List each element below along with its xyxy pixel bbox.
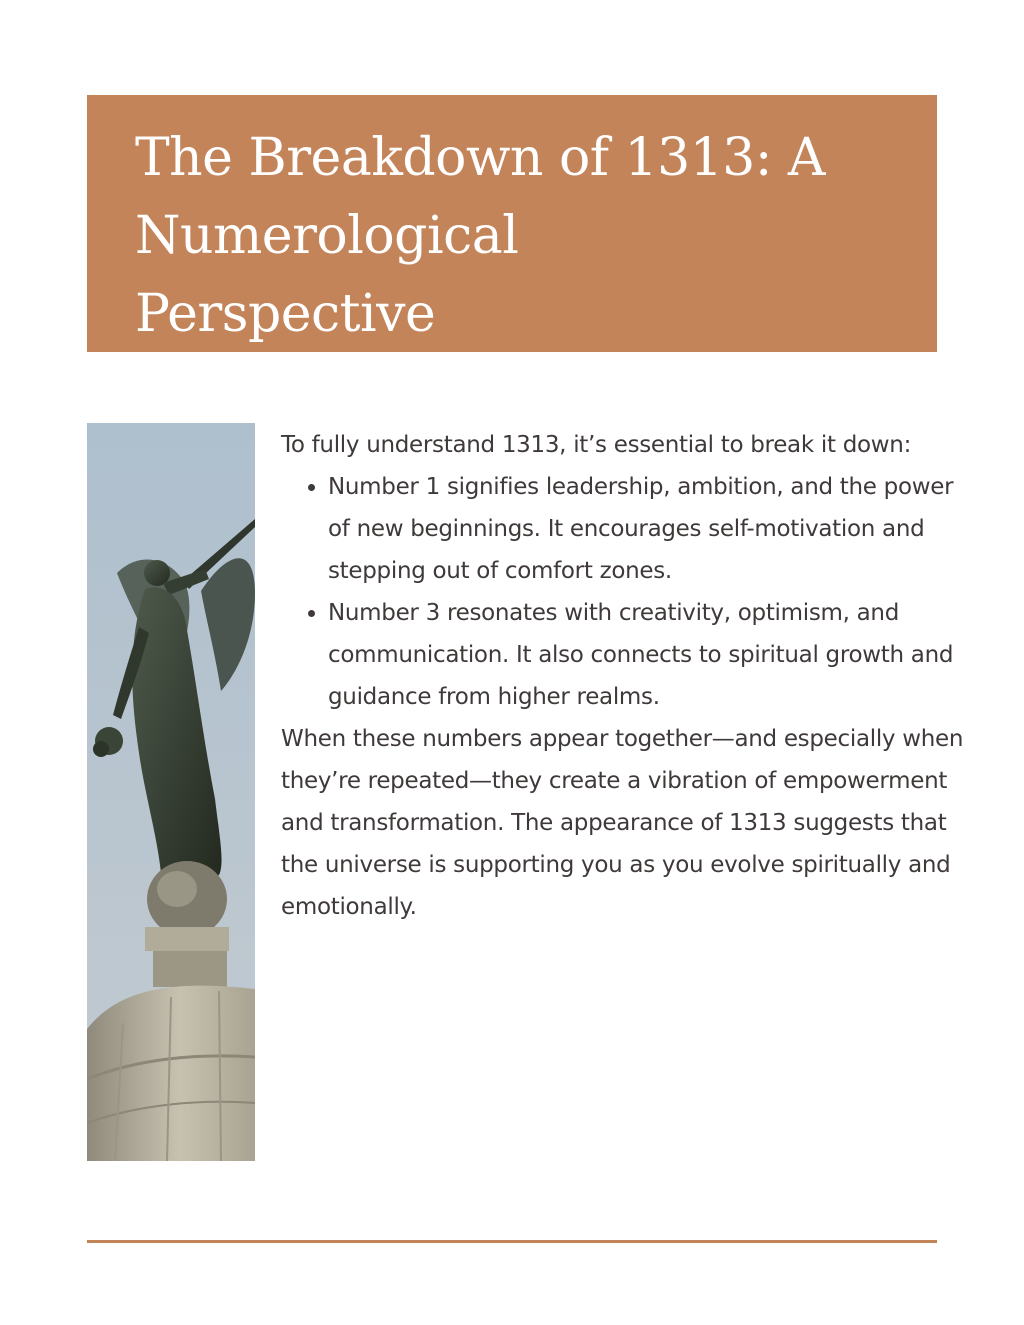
- article-body: [281, 424, 971, 928]
- number-meaning-list: [281, 466, 971, 718]
- title-line-1: The Breakdown of 1313: A: [135, 128, 825, 188]
- footer-divider: [87, 1240, 937, 1243]
- intro-paragraph: To fully understand 1313, it’s essential to break it down:: [281, 432, 912, 458]
- title-line-3: Perspective: [135, 284, 436, 344]
- list-item: • Number 1 signifies leadership, ambition, and the power of new beginnings. It encourages self-motivation and stepping out of comfort zones.: [328, 466, 971, 592]
- title-line-2: Numerological: [135, 206, 519, 266]
- conclusion-paragraph: When these numbers appear together—and especially when they’re repeated—they create a vibration of empowerment and transformation. The appearance of 1313 suggests that the universe is supporting you as you evolve spiritually and emotionally.: [281, 726, 964, 920]
- page-title: [135, 119, 835, 353]
- angel-statue-photo: [87, 423, 255, 1161]
- list-item: • Number 3 resonates with creativity, optimism, and communication. It also connects to spiritual growth and guidance from higher realms.: [328, 592, 971, 718]
- title-banner: [87, 95, 937, 352]
